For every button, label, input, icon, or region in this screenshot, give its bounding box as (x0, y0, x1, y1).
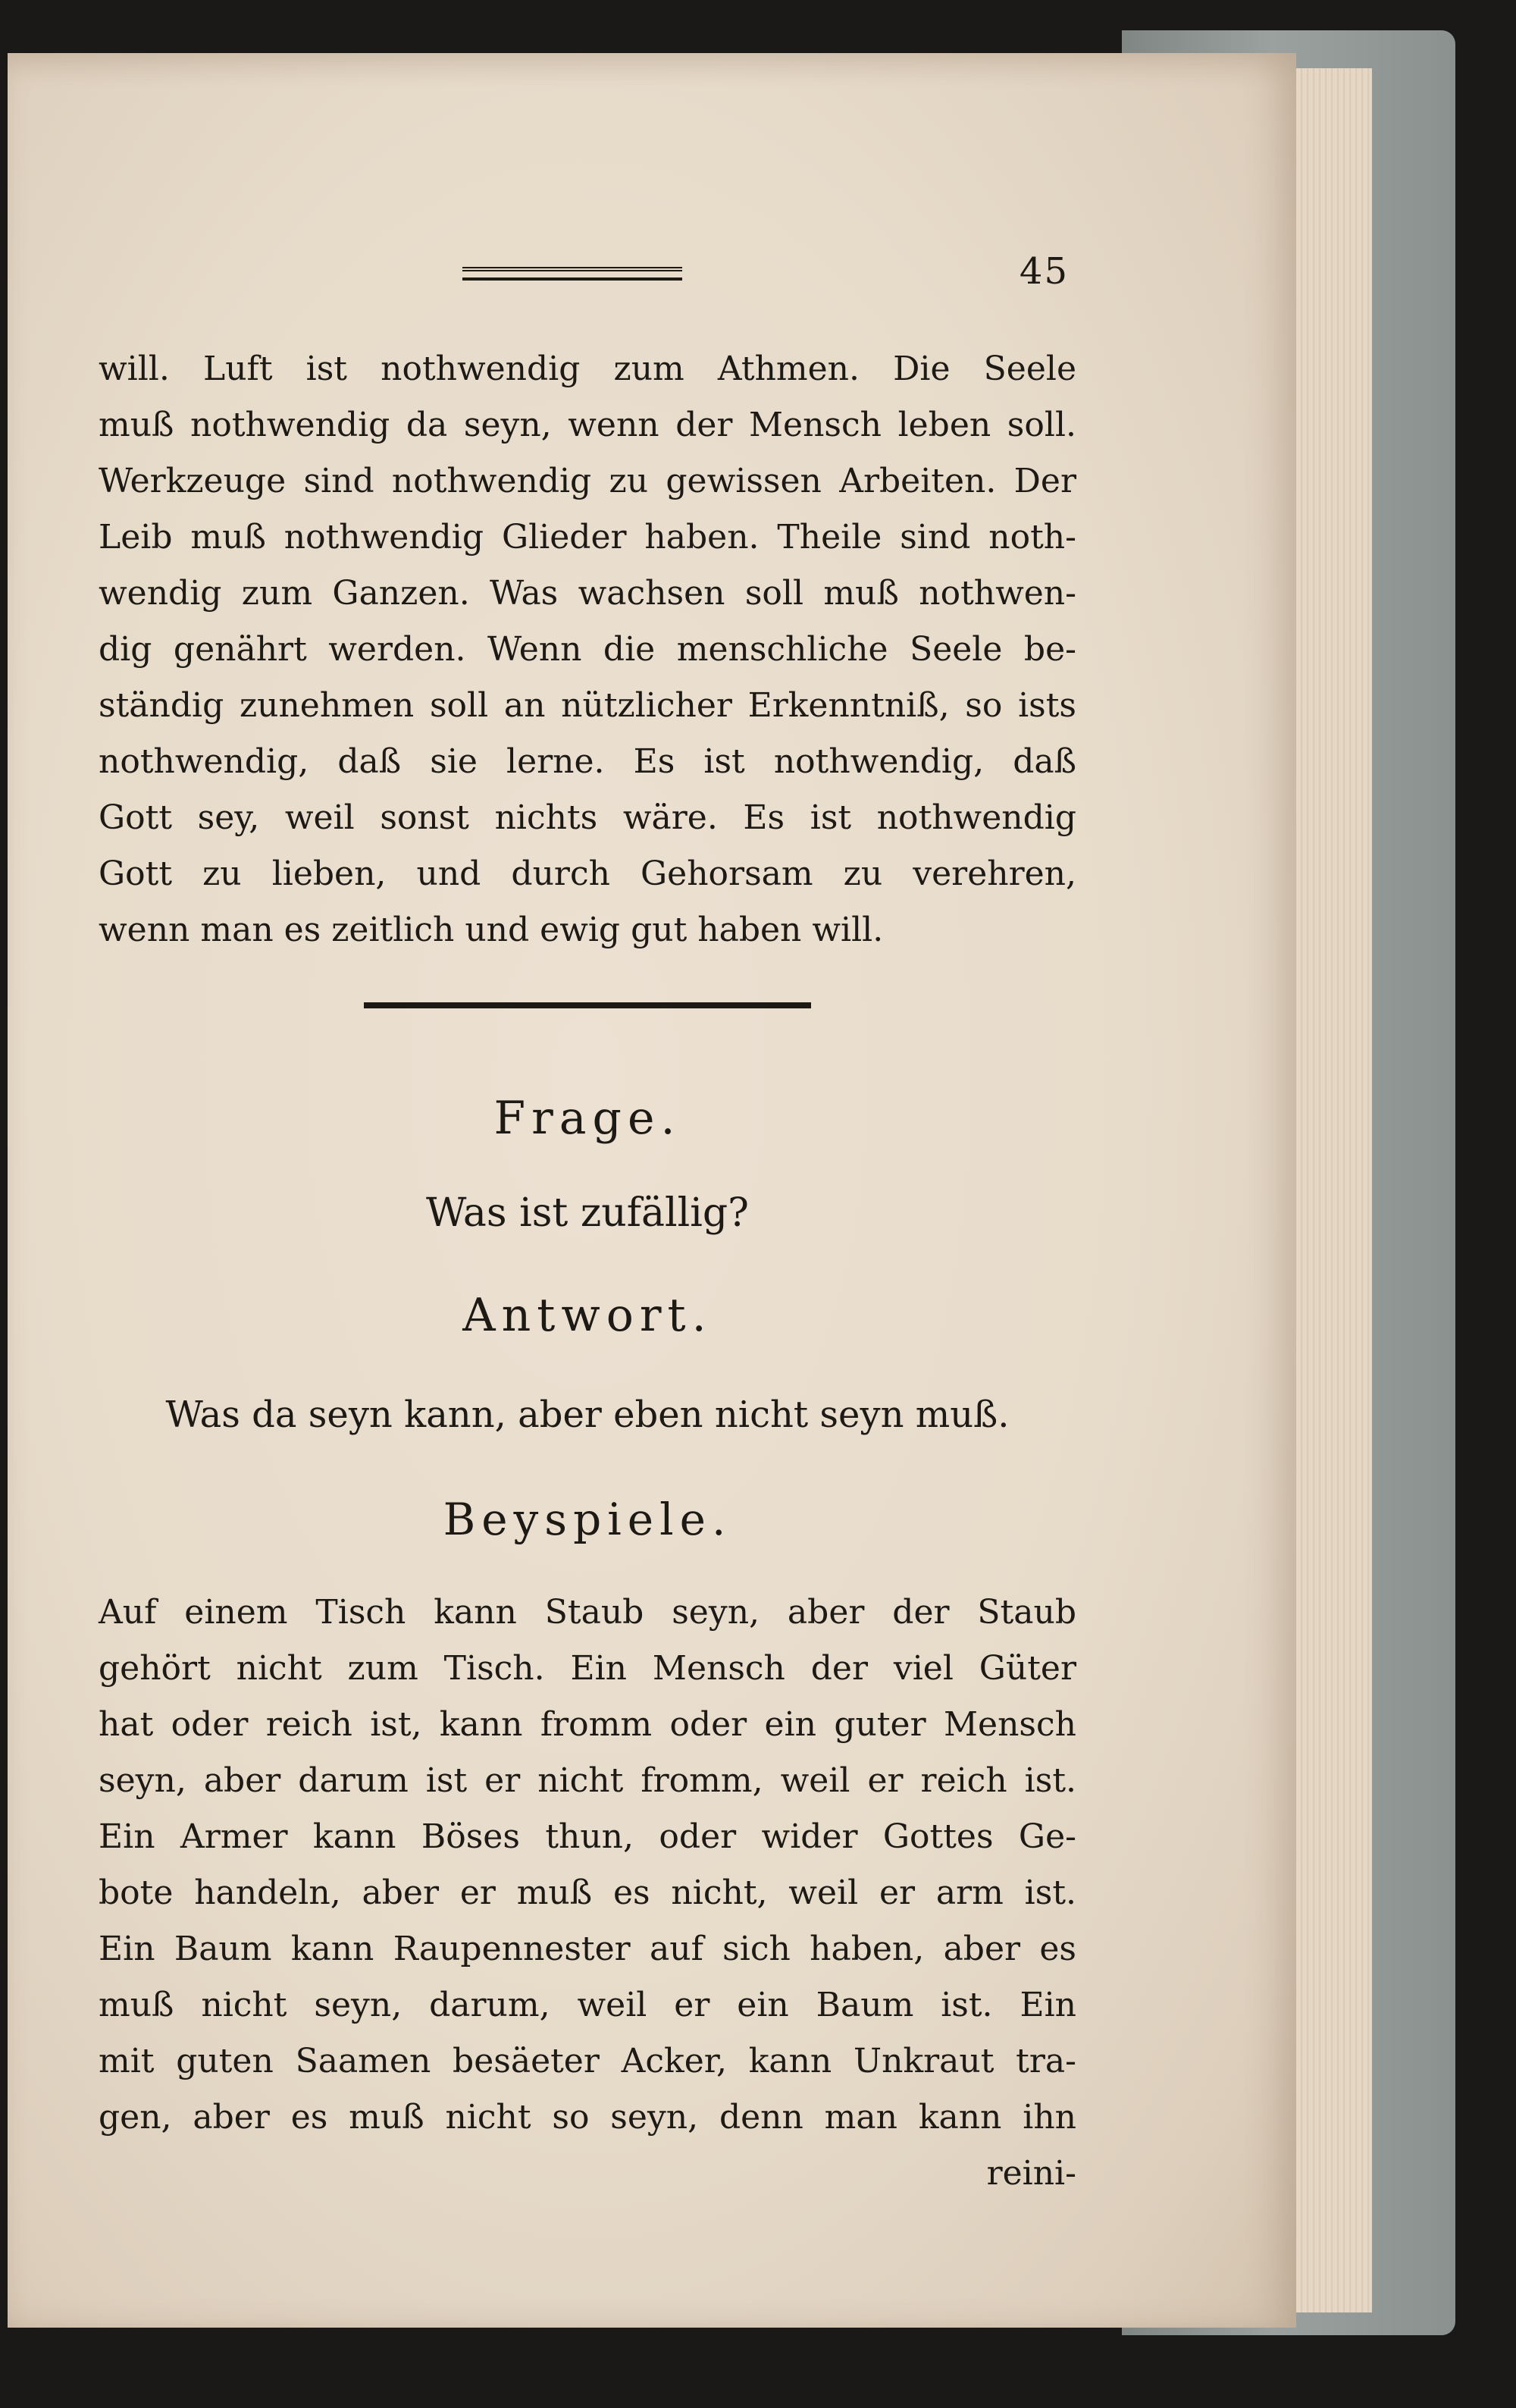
question-text: Was ist zufällig? (425, 1190, 750, 1236)
lower-paragraph (99, 1585, 1076, 2202)
examples-heading: Beyspiele. (443, 1494, 732, 1545)
text-line: Gott sey, weil sonst nichts wäre. Es ist nothwendig (99, 798, 1076, 837)
answer-text: Was da seyn kann, aber eben nicht seyn muß. (165, 1394, 1010, 1436)
book-page (8, 53, 1296, 2328)
question-heading: Frage. (493, 1092, 681, 1145)
text-line: gehört nicht zum Tisch. Ein Mensch der viel Güter (99, 1649, 1076, 1688)
text-line: ständig zunehmen soll an nützlicher Erkenntniß, so ists (99, 686, 1076, 725)
header-rule (462, 267, 682, 271)
text-line: nothwendig, daß sie lerne. Es ist nothwendig, daß (99, 742, 1076, 781)
text-line: Ein Baum kann Raupennester auf sich haben, aber es (99, 1930, 1076, 1968)
answer-heading: Antwort. (462, 1289, 713, 1342)
text-line: Ein Armer kann Böses thun, oder wider Gottes Ge- (99, 1817, 1076, 1856)
text-line: will. Luft ist nothwendig zum Athmen. Die Seele (99, 350, 1076, 388)
text-line: wendig zum Ganzen. Was wachsen soll muß nothwen- (99, 574, 1076, 613)
text-line: seyn, aber darum ist er nicht fromm, weil er reich ist. (99, 1761, 1076, 1800)
text-line: mit guten Saamen besäeter Acker, kann Unkraut tra- (99, 2042, 1076, 2080)
text-line: Auf einem Tisch kann Staub seyn, aber der Staub (99, 1593, 1076, 1632)
text-line: muß nicht seyn, darum, weil er ein Baum ist. Ein (99, 1986, 1076, 2024)
text-line: Werkzeuge sind nothwendig zu gewissen Arbeiten. Der (99, 462, 1076, 500)
text-line: dig genährt werden. Wenn die menschliche Seele be- (99, 630, 1076, 669)
text-line: hat oder reich ist, kann fromm oder ein guter Mensch (99, 1705, 1076, 1744)
section-divider (364, 1002, 811, 1008)
text-line: Leib muß nothwendig Glieder haben. Theile sind noth- (99, 518, 1076, 557)
page-number: 45 (1019, 250, 1069, 293)
upper-paragraph (99, 341, 1076, 958)
text-line: bote handeln, aber er muß es nicht, weil er arm ist. (99, 1873, 1076, 1912)
text-line: Gott zu lieben, und durch Gehorsam zu verehren, (99, 854, 1076, 893)
text-line: muß nothwendig da seyn, wenn der Mensch leben soll. (99, 406, 1076, 444)
catchword: reini- (986, 2154, 1076, 2193)
running-header (91, 250, 1069, 296)
text-line: wenn man es zeitlich und ewig gut haben will. (99, 911, 884, 949)
text-line: gen, aber es muß nicht so seyn, denn man kann ihn (99, 2098, 1076, 2137)
